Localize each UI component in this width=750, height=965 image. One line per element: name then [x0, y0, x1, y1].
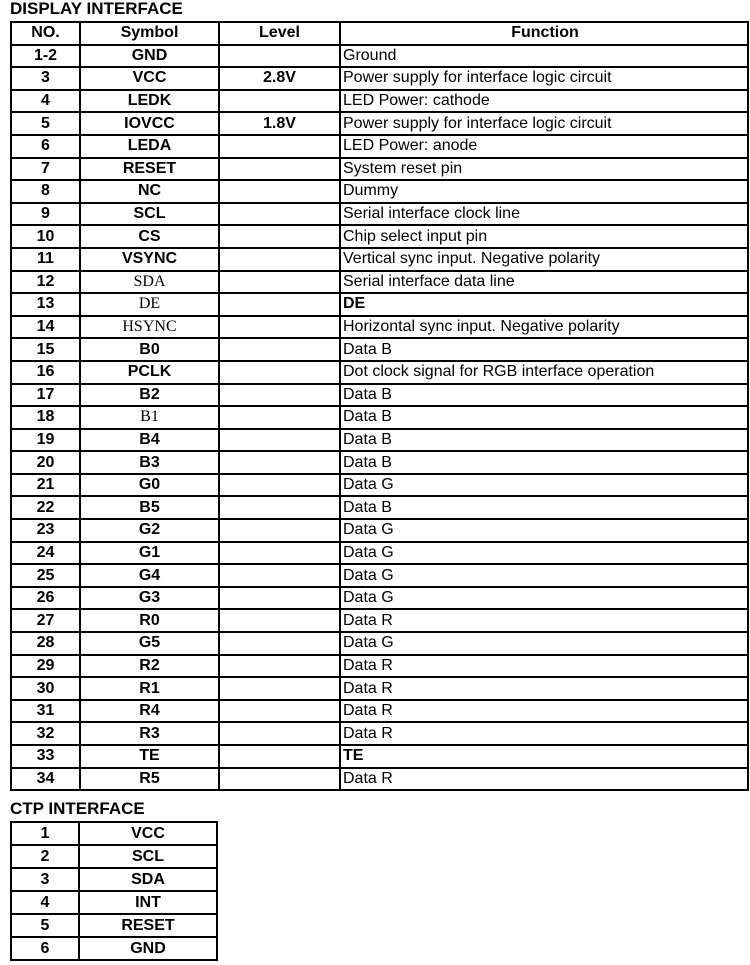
pin-level [219, 316, 340, 339]
table-row [11, 361, 748, 384]
pin-function: Serial interface clock line [340, 203, 748, 226]
pin-symbol: B4 [80, 429, 219, 452]
table-row [11, 632, 748, 655]
pin-function: Data B [340, 451, 748, 474]
table-row [11, 937, 217, 960]
pin-level [219, 248, 340, 271]
pin-function: Data R [340, 655, 748, 678]
pin-number: 23 [11, 519, 80, 542]
ctp-pin-symbol: RESET [79, 914, 217, 937]
table-row [11, 564, 748, 587]
pin-symbol: SDA [80, 271, 219, 294]
pin-function: Horizontal sync input. Negative polarity [340, 316, 748, 339]
pin-symbol: G3 [80, 587, 219, 610]
pin-level [219, 384, 340, 407]
pin-level [219, 429, 340, 452]
pin-symbol: VSYNC [80, 248, 219, 271]
pin-level [219, 203, 340, 226]
pin-number: 22 [11, 496, 80, 519]
pin-number: 30 [11, 677, 80, 700]
pin-function: Dot clock signal for RGB interface operation [340, 361, 748, 384]
pin-symbol: G2 [80, 519, 219, 542]
pin-function: LED Power: cathode [340, 90, 748, 113]
pin-function: Data B [340, 406, 748, 429]
pin-number: 9 [11, 203, 80, 226]
ctp-pin-number: 6 [11, 937, 79, 960]
pin-function: Serial interface data line [340, 271, 748, 294]
pin-number: 31 [11, 700, 80, 723]
ctp-pin-symbol: GND [79, 937, 217, 960]
ctp-pin-symbol: VCC [79, 822, 217, 845]
pin-number: 13 [11, 293, 80, 316]
pin-function: Data G [340, 519, 748, 542]
pin-number: 19 [11, 429, 80, 452]
pin-symbol: G0 [80, 474, 219, 497]
pin-level [219, 293, 340, 316]
pin-symbol: NC [80, 180, 219, 203]
pin-number: 21 [11, 474, 80, 497]
table-row [11, 914, 217, 937]
pin-level [219, 451, 340, 474]
pin-symbol: GND [80, 45, 219, 68]
pin-level [219, 271, 340, 294]
pin-number: 6 [11, 135, 80, 158]
pin-function: Power supply for interface logic circuit [340, 112, 748, 135]
header-symbol: Symbol [80, 22, 219, 45]
table-row [11, 406, 748, 429]
header-function: Function [340, 22, 748, 45]
table-row [11, 248, 748, 271]
pin-level [219, 135, 340, 158]
table-row [11, 722, 748, 745]
pin-level [219, 609, 340, 632]
table-row [11, 822, 217, 845]
pin-symbol: VCC [80, 67, 219, 90]
pin-symbol: IOVCC [80, 112, 219, 135]
table-header-row [11, 22, 748, 45]
table-row [11, 700, 748, 723]
pin-number: 8 [11, 180, 80, 203]
table-row [11, 225, 748, 248]
table-row [11, 158, 748, 181]
pin-level [219, 677, 340, 700]
pin-symbol: RESET [80, 158, 219, 181]
pin-number: 7 [11, 158, 80, 181]
pin-symbol: R0 [80, 609, 219, 632]
table-row [11, 451, 748, 474]
table-row [11, 67, 748, 90]
display-table-body [11, 45, 748, 791]
pin-function: Chip select input pin [340, 225, 748, 248]
table-row [11, 90, 748, 113]
pin-symbol: CS [80, 225, 219, 248]
pin-number: 26 [11, 587, 80, 610]
table-row [11, 868, 217, 891]
pin-number: 12 [11, 271, 80, 294]
ctp-pin-number: 3 [11, 868, 79, 891]
pin-number: 3 [11, 67, 80, 90]
pin-function: Data G [340, 587, 748, 610]
pin-symbol: LEDA [80, 135, 219, 158]
pin-symbol: B3 [80, 451, 219, 474]
pin-function: Data R [340, 677, 748, 700]
pin-level [219, 745, 340, 768]
pin-level [219, 90, 340, 113]
pin-number: 33 [11, 745, 80, 768]
pin-symbol: SCL [80, 203, 219, 226]
pin-number: 1-2 [11, 45, 80, 68]
pin-function: Data R [340, 700, 748, 723]
pin-level [219, 225, 340, 248]
pin-number: 17 [11, 384, 80, 407]
pin-symbol: G5 [80, 632, 219, 655]
pin-function: Vertical sync input. Negative polarity [340, 248, 748, 271]
pin-number: 20 [11, 451, 80, 474]
table-row [11, 655, 748, 678]
pin-level: 2.8V [219, 67, 340, 90]
table-row [11, 338, 748, 361]
pin-symbol: PCLK [80, 361, 219, 384]
ctp-table-body [11, 822, 217, 960]
pin-level [219, 655, 340, 678]
pin-function: Data R [340, 768, 748, 791]
pin-number: 34 [11, 768, 80, 791]
pin-number: 10 [11, 225, 80, 248]
ctp-pin-number: 4 [11, 891, 79, 914]
pin-level [219, 542, 340, 565]
pin-function: Data B [340, 496, 748, 519]
pin-function: LED Power: anode [340, 135, 748, 158]
table-row [11, 384, 748, 407]
header-no: NO. [11, 22, 80, 45]
pin-level [219, 700, 340, 723]
table-row [11, 891, 217, 914]
table-row [11, 542, 748, 565]
pin-level [219, 722, 340, 745]
pin-number: 24 [11, 542, 80, 565]
pin-symbol: G4 [80, 564, 219, 587]
pin-number: 5 [11, 112, 80, 135]
table-row [11, 474, 748, 497]
ctp-pin-number: 2 [11, 845, 79, 868]
pin-symbol: B1 [80, 406, 219, 429]
table-row [11, 135, 748, 158]
pin-function: TE [340, 745, 748, 768]
pin-function: Data B [340, 384, 748, 407]
pin-symbol: LEDK [80, 90, 219, 113]
pin-symbol: DE [80, 293, 219, 316]
display-interface-table [10, 21, 749, 791]
pin-function: Data B [340, 429, 748, 452]
ctp-pin-symbol: SDA [79, 868, 217, 891]
pin-level [219, 519, 340, 542]
pin-number: 28 [11, 632, 80, 655]
table-row [11, 180, 748, 203]
table-row [11, 429, 748, 452]
table-row [11, 677, 748, 700]
pin-number: 15 [11, 338, 80, 361]
pin-function: Power supply for interface logic circuit [340, 67, 748, 90]
table-row [11, 293, 748, 316]
pin-level [219, 406, 340, 429]
table-row [11, 609, 748, 632]
pin-number: 18 [11, 406, 80, 429]
table-row [11, 203, 748, 226]
pin-number: 4 [11, 90, 80, 113]
pin-symbol: TE [80, 745, 219, 768]
pin-level [219, 587, 340, 610]
pin-function: Data G [340, 564, 748, 587]
pin-symbol: B0 [80, 338, 219, 361]
pin-level [219, 180, 340, 203]
table-row [11, 845, 217, 868]
table-row [11, 45, 748, 68]
ctp-pin-symbol: SCL [79, 845, 217, 868]
pin-level [219, 768, 340, 791]
pin-symbol: R3 [80, 722, 219, 745]
pin-number: 27 [11, 609, 80, 632]
pin-function: Data R [340, 609, 748, 632]
pin-function: Data G [340, 474, 748, 497]
ctp-pin-number: 1 [11, 822, 79, 845]
pin-number: 32 [11, 722, 80, 745]
pin-function: DE [340, 293, 748, 316]
header-level: Level [219, 22, 340, 45]
pin-number: 14 [11, 316, 80, 339]
table-row [11, 587, 748, 610]
table-row [11, 316, 748, 339]
pin-level [219, 474, 340, 497]
table-row [11, 496, 748, 519]
pin-symbol: R2 [80, 655, 219, 678]
pin-function: Data G [340, 542, 748, 565]
pin-level: 1.8V [219, 112, 340, 135]
pin-level [219, 158, 340, 181]
pin-number: 16 [11, 361, 80, 384]
pin-level [219, 45, 340, 68]
pin-number: 25 [11, 564, 80, 587]
pin-symbol: B2 [80, 384, 219, 407]
display-interface-title: DISPLAY INTERFACE [10, 0, 183, 18]
pin-symbol: R4 [80, 700, 219, 723]
pin-function: Data R [340, 722, 748, 745]
pin-level [219, 564, 340, 587]
pin-symbol: G1 [80, 542, 219, 565]
pin-function: System reset pin [340, 158, 748, 181]
pin-function: Data B [340, 338, 748, 361]
ctp-interface-table [10, 821, 218, 961]
table-row [11, 271, 748, 294]
pin-symbol: B5 [80, 496, 219, 519]
table-row [11, 768, 748, 791]
pin-number: 11 [11, 248, 80, 271]
table-row [11, 745, 748, 768]
pin-level [219, 632, 340, 655]
ctp-pin-number: 5 [11, 914, 79, 937]
pin-symbol: HSYNC [80, 316, 219, 339]
ctp-interface-title: CTP INTERFACE [10, 799, 145, 818]
pin-level [219, 361, 340, 384]
pin-level [219, 496, 340, 519]
pin-symbol: R5 [80, 768, 219, 791]
table-row [11, 519, 748, 542]
pin-function: Ground [340, 45, 748, 68]
pin-function: Data G [340, 632, 748, 655]
ctp-pin-symbol: INT [79, 891, 217, 914]
pin-level [219, 338, 340, 361]
pin-number: 29 [11, 655, 80, 678]
pin-symbol: R1 [80, 677, 219, 700]
table-row [11, 112, 748, 135]
pin-function: Dummy [340, 180, 748, 203]
